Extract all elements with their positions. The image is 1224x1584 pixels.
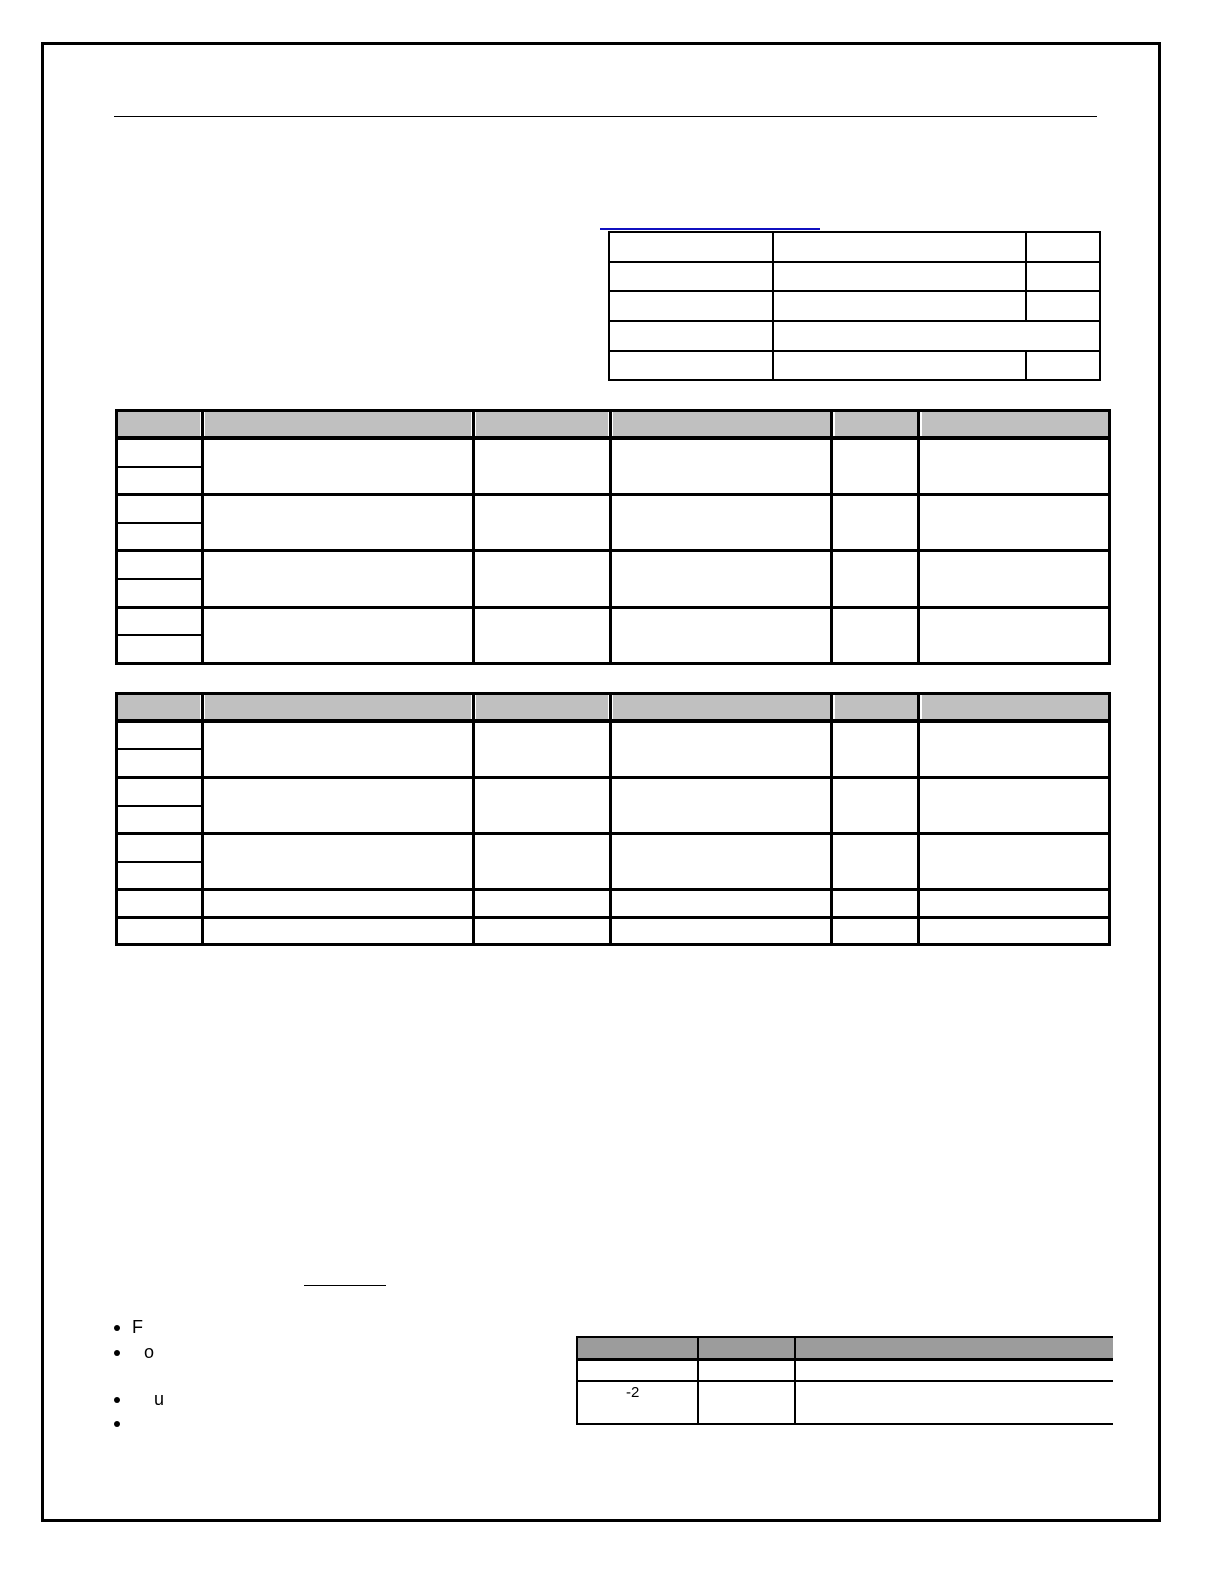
list-item <box>114 1414 132 1432</box>
bullet-icon <box>114 1350 120 1356</box>
list-item: u <box>114 1390 164 1408</box>
header-rule <box>114 116 1097 117</box>
list-item: o <box>114 1343 154 1361</box>
list-item: F <box>114 1318 143 1336</box>
signature-underline <box>304 1285 386 1286</box>
bullet-icon <box>114 1325 120 1331</box>
page-border <box>41 42 1161 1522</box>
bullet-icon <box>114 1397 120 1403</box>
hyperlink-underline[interactable] <box>600 228 820 230</box>
bullet-icon <box>114 1421 120 1427</box>
table-cell-value: -2 <box>626 1384 640 1401</box>
